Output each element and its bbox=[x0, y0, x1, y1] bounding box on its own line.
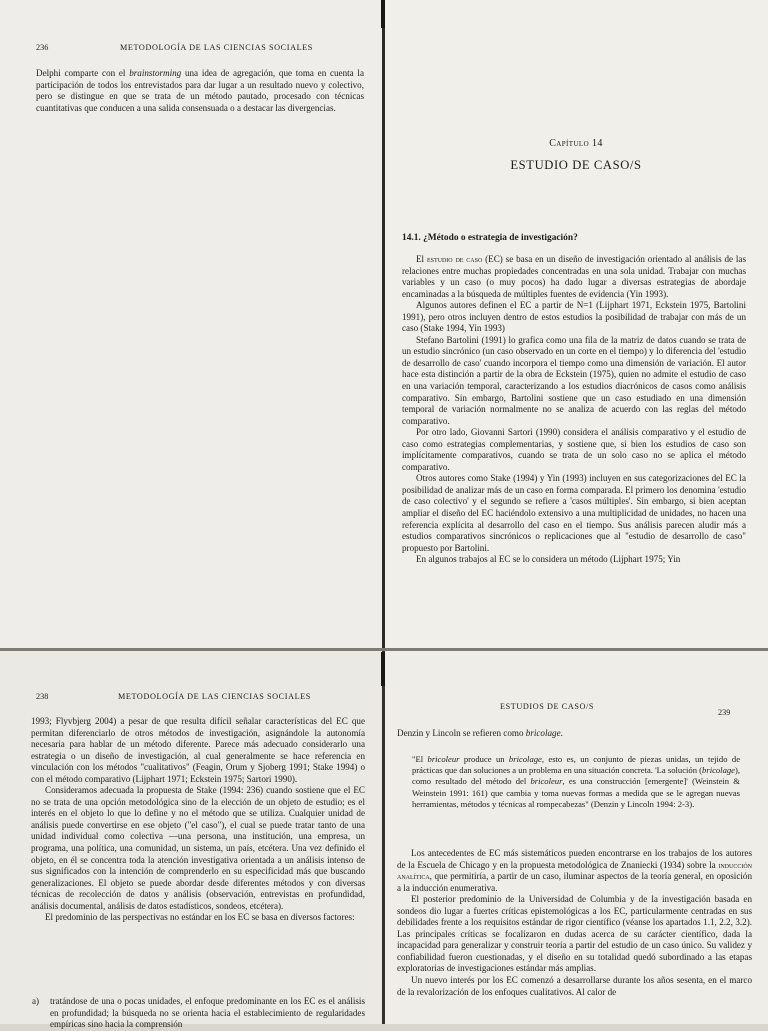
paragraph: Por otro lado, Giovanni Sartori (1990) considera el análisis comparativo y el estudio de caso como estrategias complementarias, y sostiene que, si bien los estudios de caso son implícitamente comparativos, cuando se trata de un solo caso no se aplica el método comparativo. bbox=[402, 427, 746, 472]
book-gutter bbox=[382, 650, 385, 1024]
text-run: Delphi comparte con el bbox=[36, 68, 130, 78]
paragraph bbox=[397, 728, 752, 740]
emphasis: bricolage bbox=[508, 754, 542, 764]
paragraph: Consideramos adecuada la propuesta de Stake (1994: 236) cuando sostiene que el EC no se trata de una opción metodológica sino de la elección de un objeto de estudio; es el interés en el objeto lo que lo define y no el método que se utiliza. Cualquier unidad de análisis puede convertirse en ese objeto ("el caso"), el cual se puede tratar tanto de una unidad individual como colectiva —una persona, una institución, una empresa, un programa, una política, una comunidad, un sistema, un país, etcétera. Una vez definido el objeto, en él se concentra toda la atención investigativa orientada a un análisis intenso de sus significados con la intención de comprenderlo en su especificidad más que buscando generalizaciones. El objeto se puede abordar desde diferentes métodos y con diversas técnicas de recolección de datos y análisis (observación, entrevistas en profundidad, análisis documental, análisis de datos estadísticos, sondeos, etcétera). bbox=[31, 785, 365, 911]
body-text bbox=[397, 848, 752, 998]
emphasis: brainstorming bbox=[129, 68, 182, 78]
text-run: Denzin y Lincoln se refieren como bbox=[397, 728, 526, 738]
paragraph: El predominio de las perspectivas no estándar en los EC se basa en diversos factores: bbox=[45, 912, 355, 923]
body-text bbox=[31, 716, 365, 924]
paragraph bbox=[397, 848, 752, 894]
text-run: , es una construcción [emergente]' (Weinstein & Weinstein 1991: 161) que cambia y toma nuevas formas a medida que se le agregan nuevas herramientas, métodos y técnicas al rompecabezas" (Denzin y Lincoln 1994: 2-3). bbox=[412, 776, 740, 809]
text-run: , esto es, un conjunto de piezas unidas, un tejido de prácticas que dan soluciones a un problema en una situación concreta. 'La solución ( bbox=[412, 754, 741, 776]
page-number: 238 bbox=[36, 692, 49, 701]
page-239 bbox=[384, 650, 768, 1024]
text-run: ), como resultado del método del bbox=[412, 765, 740, 787]
running-head: ESTUDIOS DE CASO/S bbox=[500, 702, 595, 711]
text-run: produce un bbox=[459, 754, 509, 764]
book-gutter bbox=[382, 0, 385, 650]
list-item bbox=[32, 996, 365, 1031]
page-number: 236 bbox=[36, 43, 49, 52]
scan-divider bbox=[0, 648, 768, 651]
paragraph: 1993; Flyvbjerg 2004) a pesar de que resulta difícil señalar características del EC que permitan diferenciarlo de otros métodos de investigación, asignándole la autonomía necesaria para hablar de un método diferente. Parece más adecuado considerarlo una estrategia o un diseño de investigación, al cual generalmente se hace referencia en vinculación con los métodos "cualitativos" (Feagin, Orum y Sjoberg 1991; Stake 1994) o con el método comparativo (Lijphart 1971; Eckstein 1975; Sartori 1990). bbox=[31, 716, 365, 784]
chapter-label: Capítulo 14 bbox=[549, 138, 603, 149]
chapter-title: ESTUDIO DE CASO/S bbox=[510, 158, 642, 172]
text-run: (EC) se basa en un diseño de investigación orientado al análisis de las relaciones entre muchas propiedades concentradas en una sola unidad. Trabajar con muchas variables y un caso (o muy pocos) ha dado lugar a diversas estrategias de abordaje encaminadas a la búsqueda de múltiples fuentes de evidencia (Yin 1993). bbox=[402, 254, 747, 299]
page-238 bbox=[0, 650, 384, 1030]
text-run: una idea de agregación, que toma en cuenta la participación de todos los entrevistados para dar lugar a un resultado nuevo y colectivo, pero se distingue en que se trata de un método pautado, procesado con técnicas cuantitativas que conducen a una salida consensuada o a destacar las divergencias. bbox=[36, 68, 364, 113]
intro-line bbox=[397, 728, 752, 740]
paragraph: Otros autores como Stake (1994) y Yin (1993) incluyen en sus categorizaciones del EC la posibilidad de analizar más de un caso en forma comparada. El primero los denomina 'estudio de caso colectivo' y el segundo se refiere a 'casos múltiples'. Sin embargo, si bien aceptan ampliar el diseño del EC haciéndolo extensivo a una multiplicidad de unidades, no hacen una referencia explícita al desarrollo del caso en el tiempo. Sus análisis parecen aludir más a estudios comparativos sincrónicos o replicaciones que al "estudio de desarrollo de caso" propuesto por Bartolini. bbox=[402, 473, 746, 553]
body-text bbox=[402, 254, 746, 566]
body-text bbox=[36, 68, 364, 114]
emphasis: bricolage bbox=[702, 765, 735, 776]
page-number: 239 bbox=[718, 708, 731, 717]
page-237 bbox=[384, 0, 768, 650]
list-item-text: tratándose de una o pocas unidades, el enfoque predominante en los EC es el análisis en profundidad; la búsqueda no se orienta hacia el establecimiento de regularidades empíricas sino hacia la comprensión bbox=[50, 996, 365, 1030]
list-marker: a) bbox=[32, 996, 40, 1006]
gutter-shadow bbox=[381, 0, 385, 28]
block-quote bbox=[412, 754, 740, 810]
emphasis: bricoleur bbox=[530, 776, 563, 787]
emphasis: bricoleur bbox=[427, 754, 460, 764]
text-run: "El bbox=[412, 754, 428, 764]
paragraph bbox=[36, 68, 364, 114]
text-run: El bbox=[416, 254, 427, 264]
paragraph bbox=[402, 254, 746, 300]
small-caps-term: inducción analítica bbox=[397, 859, 752, 882]
paragraph: El posterior predominio de la Universidad de Columbia y de la investigación basada en sondeos dio lugar a fuertes críticas epistemológicas a los EC, particularmente centradas en sus debilidades frente a los requisitos estándar de rigor científico (véanse los apartados 1.1, 2.2, 3.2). Las principales críticas se focalizaron en dudas acerca de su carácter científico, dada la incapacidad para generalizar y construir teoría a partir del estudio de un caso único. Su validez y confiabilidad fueron cuestionadas, y el diseño en su totalidad quedó subordinado a las etapas exploratorias de investigaciones estándar más amplias. bbox=[397, 894, 752, 974]
small-caps-term: estudio de caso bbox=[426, 254, 483, 264]
running-head: METODOLOGÍA DE LAS CIENCIAS SOCIALES bbox=[118, 692, 311, 701]
text-run: . bbox=[560, 728, 563, 738]
section-title: 14.1. ¿Método o estrategia de investigación? bbox=[402, 233, 578, 243]
paragraph: En algunos trabajos al EC se lo considera un método (Lijphart 1975; Yin bbox=[416, 554, 681, 565]
quote-text bbox=[412, 754, 740, 810]
page-236 bbox=[0, 0, 384, 650]
running-head: METODOLOGÍA DE LAS CIENCIAS SOCIALES bbox=[120, 43, 313, 52]
text-run: Los antecedentes de EC más sistemáticos pueden encontrarse en los trabajos de los autores de la Escuela de Chicago y en la propuesta metodológica de Znaniecki (1934) sobre la bbox=[397, 848, 752, 870]
text-run: , que permitiría, a partir de un caso, iluminar aspectos de la teoría general, en oposición a la inducción enumerativa. bbox=[397, 871, 752, 893]
paragraph: Stefano Bartolini (1991) lo grafica como una fila de la matriz de datos cuando se trata de un estudio sincrónico (un caso observado en un corte en el tiempo) y lo diferencia del 'estudio de desarrollo de caso' cuando incorpora el tiempo como una dimensión de variación. El autor hace esta distinción a partir de la obra de Eckstein (1975), quien no admite el estudio de caso en una variación temporal, caracterizando a los estudios diacrónicos de casos como análisis comparativo. Sin embargo, Bartolini sostiene que un caso estudiado en una dimensión temporal de variación normalmente no se analiza de acuerdo con las reglas del método comparativo. bbox=[402, 334, 746, 426]
gutter-shadow bbox=[381, 652, 385, 686]
emphasis: bricolage bbox=[525, 728, 561, 738]
paragraph: Algunos autores definen el EC a partir de N=1 (Lijphart 1971, Eckstein 1975, Bartolini 1991), pero otros incluyen dentro de estos estudios la posibilidad de trabajar con más de un caso (Stake 1994, Yin 1993) bbox=[402, 300, 746, 334]
paragraph: Un nuevo interés por los EC comenzó a desarrollarse durante los años sesenta, en el marco de la revalorización de los enfoques cualitativos. Al calor de bbox=[397, 975, 752, 997]
